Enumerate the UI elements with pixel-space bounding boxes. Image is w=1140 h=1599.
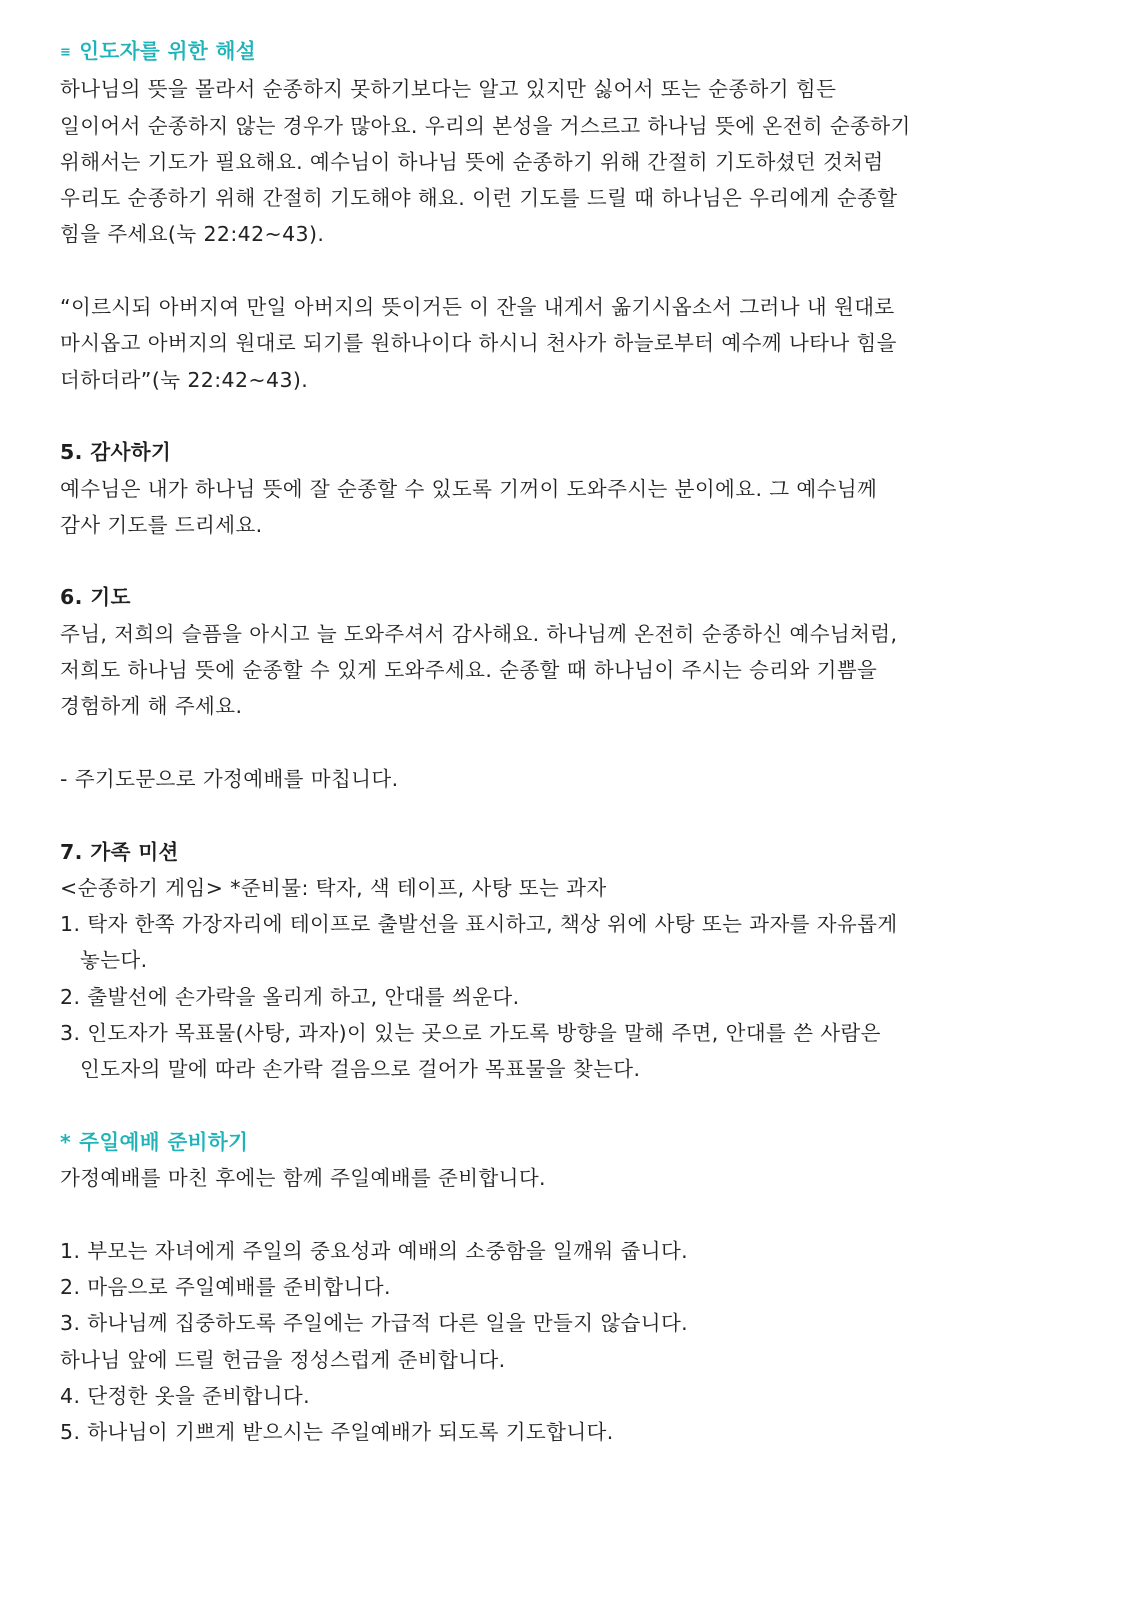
commentary-line: 위해서는 기도가 필요해요. 예수님이 하나님 뜻에 순종하기 위해 간절히 기도하셨던 것처럼 [60,149,884,174]
sunday-item: 5. 하나님이 기쁘게 받으시는 주일예배가 되도록 기도합니다. [60,1420,614,1445]
prayer-line: 경험하게 해 주세요. [60,694,243,719]
scripture-quote-line: “이르시되 아버지여 만일 아버지의 뜻이거든 이 잔을 내게서 옮기시옵소서 그러나 내 원대로 [60,295,895,320]
commentary-line: 우리도 순종하기 위해 간절히 기도해야 해요. 이런 기도를 드릴 때 하나님은 우리에게 순종할 [60,186,898,211]
spacer [60,398,1120,434]
devotional-page [60,33,1120,1451]
commentary-heading [60,33,1120,71]
section6-title: 6. 기도 [60,585,131,610]
spacer [60,1088,1120,1124]
closing-note: - 주기도문으로 가정예배를 마칩니다. [60,766,399,791]
mission-item: 2. 출발선에 손가락을 올리게 하고, 안대를 씌운다. [60,984,520,1009]
section5-line: 감사 기도를 드리세요. [60,512,263,537]
spacer [60,797,1120,833]
mission-item: 3. 인도자가 목표물(사탕, 과자)이 있는 곳으로 가도록 방향을 말해 주면, 안대를 쓴 사람은 [60,1021,881,1046]
scripture-quote-line: 더하더라”(눅 22:42~43). [60,367,309,392]
commentary-line: 힘을 주세요(눅 22:42~43). [60,222,325,247]
menu-lines-icon: ≡ [60,45,72,60]
scripture-quote-line: 마시옵고 아버지의 원대로 되기를 원하나이다 하시니 천사가 하늘로부터 예수께 나타나 힘을 [60,331,897,356]
sunday-intro: 가정예배를 마친 후에는 함께 주일예배를 준비합니다. [60,1166,546,1191]
commentary-line: 하나님의 뜻을 몰라서 순종하지 못하기보다는 알고 있지만 싫어서 또는 순종하기 힘든 [60,77,837,102]
section7-title: 7. 가족 미션 [60,839,179,864]
game-intro: <순종하기 게임> *준비물: 탁자, 색 테이프, 사탕 또는 과자 [60,875,607,900]
section5-line: 예수님은 내가 하나님 뜻에 잘 순종할 수 있도록 기꺼이 도와주시는 분이에요. 그 예수님께 [60,476,878,501]
prayer-line: 주님, 저희의 슬픔을 아시고 늘 도와주셔서 감사해요. 하나님께 온전히 순종하신 예수님처럼, [60,621,898,646]
spacer [60,1197,1120,1233]
mission-item: 1. 탁자 한쪽 가장자리에 테이프로 출발선을 표시하고, 책상 위에 사탕 또는 과자를 자유롭게 [60,912,898,937]
spacer [60,253,1120,289]
asterisk-icon: * [60,1129,72,1154]
commentary-title: 인도자를 위한 해설 [79,39,256,63]
mission-item-continued: 놓는다. [80,948,148,973]
sunday-title: 주일예배 준비하기 [79,1129,249,1154]
section5-title: 5. 감사하기 [60,440,172,465]
prayer-line: 저희도 하나님 뜻에 순종할 수 있게 도와주세요. 순종할 때 하나님이 주시는 승리와 기쁨을 [60,658,878,683]
sunday-item: 1. 부모는 자녀에게 주일의 중요성과 예배의 소중함을 일깨워 줍니다. [60,1238,689,1263]
sunday-heading [60,1124,1120,1160]
commentary-line: 일이어서 순종하지 않는 경우가 많아요. 우리의 본성을 거스르고 하나님 뜻에 온전히 순종하기 [60,113,911,138]
sunday-item: 하나님 앞에 드릴 헌금을 정성스럽게 준비합니다. [60,1347,506,1372]
sunday-item: 3. 하나님께 집중하도록 주일에는 가급적 다른 일을 만들지 않습니다. [60,1311,689,1336]
spacer [60,725,1120,761]
spacer [60,543,1120,579]
sunday-item: 4. 단정한 옷을 준비합니다. [60,1383,311,1408]
mission-item-continued: 인도자의 말에 따라 손가락 걸음으로 걸어가 목표물을 찾는다. [80,1057,641,1082]
sunday-item: 2. 마음으로 주일예배를 준비합니다. [60,1275,391,1300]
